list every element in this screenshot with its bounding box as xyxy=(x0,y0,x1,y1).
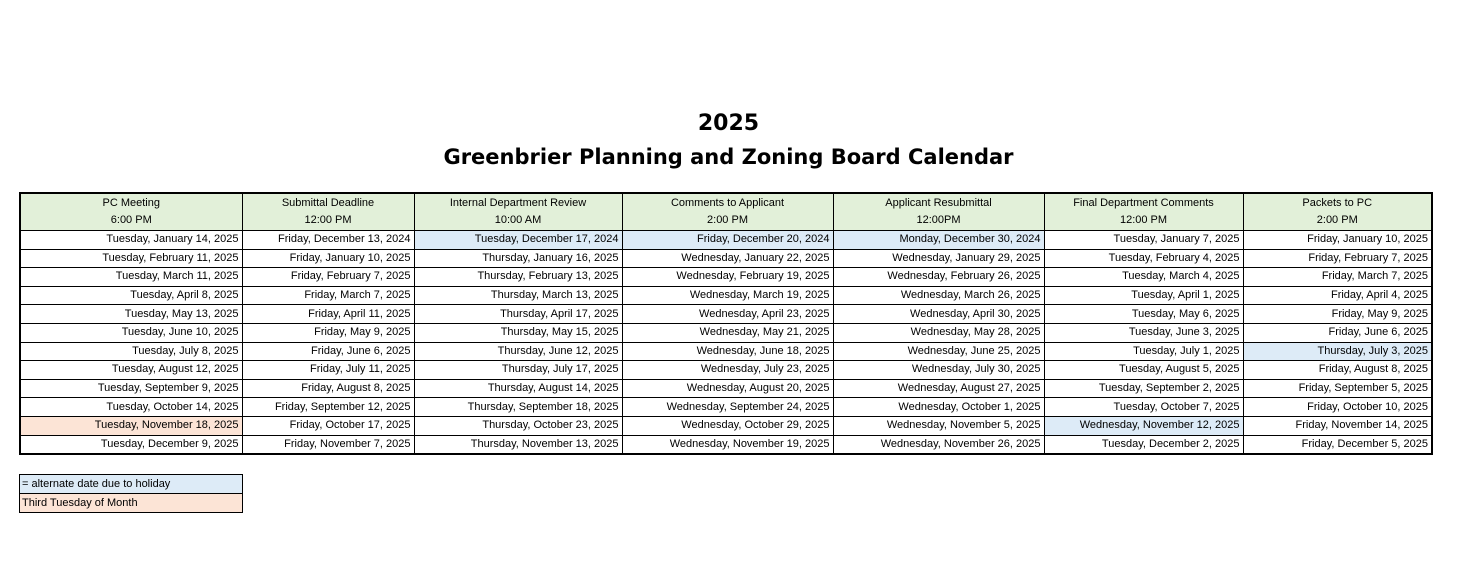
date-cell: Friday, December 5, 2025 xyxy=(1243,435,1432,454)
column-time: 6:00 PM xyxy=(110,214,152,226)
calendar-title xyxy=(0,108,1457,174)
date-cell: Tuesday, September 2, 2025 xyxy=(1044,379,1243,398)
date-cell: Friday, February 7, 2025 xyxy=(1243,249,1432,268)
column-name: Final Department Comments xyxy=(1073,197,1214,209)
date-cell: Thursday, August 14, 2025 xyxy=(414,379,622,398)
date-cell: Friday, June 6, 2025 xyxy=(1243,323,1432,342)
title-name: Greenbrier Planning and Zoning Board Calendar xyxy=(443,145,1014,169)
date-cell: Wednesday, April 23, 2025 xyxy=(622,305,833,324)
table-row xyxy=(20,249,1432,268)
date-cell: Wednesday, November 5, 2025 xyxy=(833,416,1044,435)
date-cell: Tuesday, February 11, 2025 xyxy=(20,249,242,268)
header-row xyxy=(20,193,1432,231)
column-time: 12:00 PM xyxy=(304,214,352,226)
date-cell: Tuesday, February 4, 2025 xyxy=(1044,249,1243,268)
date-cell: Wednesday, June 18, 2025 xyxy=(622,342,833,361)
table-row xyxy=(20,305,1432,324)
date-cell: Thursday, January 16, 2025 xyxy=(414,249,622,268)
date-cell: Wednesday, August 20, 2025 xyxy=(622,379,833,398)
date-cell: Wednesday, February 19, 2025 xyxy=(622,268,833,287)
table-row xyxy=(20,268,1432,287)
date-cell: Tuesday, March 11, 2025 xyxy=(20,268,242,287)
table-row xyxy=(20,379,1432,398)
date-cell: Friday, August 8, 2025 xyxy=(1243,361,1432,380)
column-header xyxy=(1243,193,1432,231)
table-row xyxy=(20,286,1432,305)
date-cell: Tuesday, April 1, 2025 xyxy=(1044,286,1243,305)
column-name: Internal Department Review xyxy=(449,197,587,209)
date-cell: Thursday, March 13, 2025 xyxy=(414,286,622,305)
date-cell: Friday, July 11, 2025 xyxy=(242,361,414,380)
date-cell: Tuesday, August 12, 2025 xyxy=(20,361,242,380)
date-cell: Friday, November 14, 2025 xyxy=(1243,416,1432,435)
column-time: 12:00 PM xyxy=(1119,214,1168,226)
date-cell: Thursday, September 18, 2025 xyxy=(414,398,622,417)
date-cell: Wednesday, January 29, 2025 xyxy=(833,249,1044,268)
date-cell: Friday, January 10, 2025 xyxy=(1243,231,1432,250)
date-cell: Monday, December 30, 2024 xyxy=(833,231,1044,250)
date-cell: Tuesday, January 7, 2025 xyxy=(1044,231,1243,250)
date-cell: Wednesday, September 24, 2025 xyxy=(622,398,833,417)
date-cell: Thursday, May 15, 2025 xyxy=(414,323,622,342)
date-cell: Friday, August 8, 2025 xyxy=(242,379,414,398)
legend xyxy=(19,474,243,513)
table-row xyxy=(20,323,1432,342)
table-row xyxy=(20,361,1432,380)
date-cell: Friday, April 4, 2025 xyxy=(1243,286,1432,305)
column-time: 10:00 AM xyxy=(494,214,542,226)
date-cell: Tuesday, August 5, 2025 xyxy=(1044,361,1243,380)
date-cell: Friday, December 13, 2024 xyxy=(242,231,414,250)
date-cell: Thursday, April 17, 2025 xyxy=(414,305,622,324)
column-header xyxy=(242,193,414,231)
date-cell: Friday, March 7, 2025 xyxy=(242,286,414,305)
date-cell: Wednesday, November 12, 2025 xyxy=(1044,416,1243,435)
date-cell: Thursday, February 13, 2025 xyxy=(414,268,622,287)
date-cell: Friday, May 9, 2025 xyxy=(1243,305,1432,324)
column-time: 2:00 PM xyxy=(1316,214,1358,226)
date-cell: Tuesday, October 14, 2025 xyxy=(20,398,242,417)
date-cell: Friday, October 10, 2025 xyxy=(1243,398,1432,417)
date-cell: Wednesday, October 1, 2025 xyxy=(833,398,1044,417)
date-cell: Wednesday, July 23, 2025 xyxy=(622,361,833,380)
date-cell: Thursday, November 13, 2025 xyxy=(414,435,622,454)
date-cell: Wednesday, July 30, 2025 xyxy=(833,361,1044,380)
table-row xyxy=(20,231,1432,250)
date-cell: Tuesday, May 13, 2025 xyxy=(20,305,242,324)
title-year: 2025 xyxy=(697,111,760,136)
date-cell: Friday, September 5, 2025 xyxy=(1243,379,1432,398)
date-cell: Tuesday, December 17, 2024 xyxy=(414,231,622,250)
date-cell: Friday, November 7, 2025 xyxy=(242,435,414,454)
column-header xyxy=(414,193,622,231)
date-cell: Friday, September 12, 2025 xyxy=(242,398,414,417)
date-cell: Tuesday, July 1, 2025 xyxy=(1044,342,1243,361)
date-cell: Wednesday, October 29, 2025 xyxy=(622,416,833,435)
legend-third-tuesday: Third Tuesday of Month xyxy=(20,494,242,512)
table-row xyxy=(20,342,1432,361)
date-cell: Thursday, June 12, 2025 xyxy=(414,342,622,361)
table-row xyxy=(20,435,1432,454)
date-cell: Tuesday, September 9, 2025 xyxy=(20,379,242,398)
date-cell: Wednesday, March 26, 2025 xyxy=(833,286,1044,305)
date-cell: Friday, May 9, 2025 xyxy=(242,323,414,342)
column-header xyxy=(622,193,833,231)
date-cell: Wednesday, November 19, 2025 xyxy=(622,435,833,454)
column-header xyxy=(20,193,242,231)
date-cell: Wednesday, August 27, 2025 xyxy=(833,379,1044,398)
date-cell: Tuesday, June 3, 2025 xyxy=(1044,323,1243,342)
table-row xyxy=(20,398,1432,417)
legend-alternate: = alternate date due to holiday xyxy=(20,475,242,494)
date-cell: Friday, April 11, 2025 xyxy=(242,305,414,324)
date-cell: Tuesday, April 8, 2025 xyxy=(20,286,242,305)
date-cell: Friday, January 10, 2025 xyxy=(242,249,414,268)
date-cell: Friday, February 7, 2025 xyxy=(242,268,414,287)
date-cell: Tuesday, May 6, 2025 xyxy=(1044,305,1243,324)
column-name: Submittal Deadline xyxy=(281,197,375,209)
column-name: Packets to PC xyxy=(1302,197,1373,209)
date-cell: Tuesday, June 10, 2025 xyxy=(20,323,242,342)
column-name: Comments to Applicant xyxy=(670,197,785,209)
date-cell: Wednesday, February 26, 2025 xyxy=(833,268,1044,287)
date-cell: Thursday, July 3, 2025 xyxy=(1243,342,1432,361)
date-cell: Tuesday, December 9, 2025 xyxy=(20,435,242,454)
date-cell: Tuesday, July 8, 2025 xyxy=(20,342,242,361)
date-cell: Tuesday, March 4, 2025 xyxy=(1044,268,1243,287)
date-cell: Wednesday, May 21, 2025 xyxy=(622,323,833,342)
date-cell: Tuesday, November 18, 2025 xyxy=(20,416,242,435)
column-header xyxy=(833,193,1044,231)
date-cell: Friday, December 20, 2024 xyxy=(622,231,833,250)
column-time: 2:00 PM xyxy=(707,214,748,226)
column-header xyxy=(1044,193,1243,231)
date-cell: Thursday, July 17, 2025 xyxy=(414,361,622,380)
column-time: 12:00PM xyxy=(916,214,961,226)
date-cell: Wednesday, November 26, 2025 xyxy=(833,435,1044,454)
date-cell: Wednesday, April 30, 2025 xyxy=(833,305,1044,324)
column-name: Applicant Resubmittal xyxy=(885,197,992,209)
date-cell: Wednesday, March 19, 2025 xyxy=(622,286,833,305)
date-cell: Wednesday, January 22, 2025 xyxy=(622,249,833,268)
date-cell: Tuesday, October 7, 2025 xyxy=(1044,398,1243,417)
date-cell: Wednesday, May 28, 2025 xyxy=(833,323,1044,342)
date-cell: Tuesday, January 14, 2025 xyxy=(20,231,242,250)
table-body xyxy=(20,231,1432,455)
date-cell: Friday, October 17, 2025 xyxy=(242,416,414,435)
date-cell: Tuesday, December 2, 2025 xyxy=(1044,435,1243,454)
calendar-table xyxy=(19,192,1433,455)
table-row xyxy=(20,416,1432,435)
date-cell: Friday, March 7, 2025 xyxy=(1243,268,1432,287)
date-cell: Friday, June 6, 2025 xyxy=(242,342,414,361)
date-cell: Wednesday, June 25, 2025 xyxy=(833,342,1044,361)
date-cell: Thursday, October 23, 2025 xyxy=(414,416,622,435)
column-name: PC Meeting xyxy=(102,197,160,209)
